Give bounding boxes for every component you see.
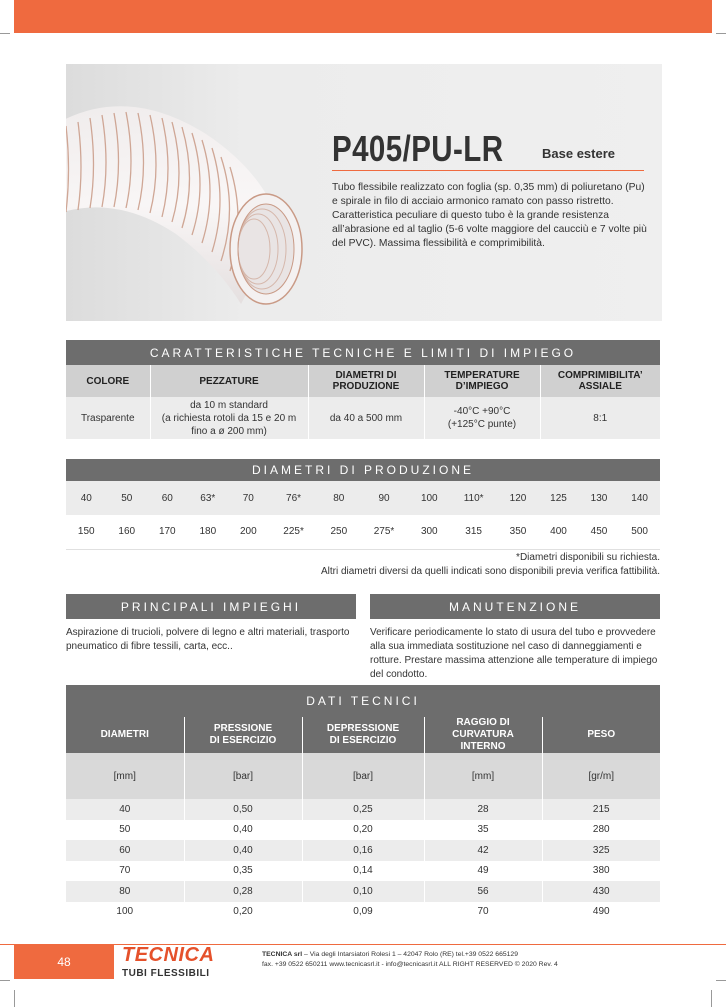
dati-table: [66, 717, 660, 922]
specs-table: [66, 365, 660, 439]
diametro-cell: 150: [66, 515, 107, 549]
diametro-cell: 300: [409, 515, 450, 549]
product-description: Tubo flessibile realizzato con foglia (sp. 0,35 mm) di poliuretano (Pu) e spirale in filo di acciaio armonico ramato con passo ristretto. Caratteristica peculiare di questo tubo è la grande resistenza all’abrasione ed al taglio (5-6 volte maggiore del caucciù e 7 volte più del PVC). Massima flessibilità e comprimibilità.: [332, 182, 647, 249]
dati-cell: 325: [542, 840, 660, 861]
dati-cell: 49: [424, 861, 542, 882]
diametro-cell: 40: [66, 481, 107, 515]
specs-header-cell: PEZZATURE: [150, 365, 308, 397]
dati-row: [66, 881, 660, 902]
dati-header-cell: [542, 717, 660, 753]
dati-cell: 0,40: [184, 820, 302, 841]
diametro-cell: 130: [579, 481, 620, 515]
dati-cell: 70: [424, 902, 542, 923]
dati-cell: 0,09: [302, 902, 424, 923]
diametro-cell: 170: [147, 515, 188, 549]
diametri-section-title: DIAMETRI DI PRODUZIONE: [66, 459, 660, 481]
logo-wordmark: TECNICA: [122, 944, 215, 966]
hose-product-image: [66, 64, 316, 321]
dati-row: [66, 820, 660, 841]
diametro-cell: 110*: [450, 481, 498, 515]
specs-section-title: CARATTERISTICHE TECNICHE E LIMITI DI IMPIEGO: [66, 340, 660, 365]
specs-pezzature-line: (a richiesta rotoli da 15 e 20 m: [161, 412, 297, 424]
diametro-cell: 63*: [188, 481, 229, 515]
dati-header-line: RAGGIO DI CURVATURA: [452, 717, 514, 740]
dati-cell: 215: [542, 799, 660, 820]
diametro-cell: 125: [538, 481, 579, 515]
dati-cell: 0,10: [302, 881, 424, 902]
dati-cell: 28: [424, 799, 542, 820]
dati-cell: 0,40: [184, 840, 302, 861]
diametro-cell: 50: [107, 481, 148, 515]
dati-header-line: DIAMETRI: [100, 729, 149, 740]
dati-header-cell: [424, 717, 542, 753]
diametri-note-other: Altri diametri diversi da quelli indicati sono disponibili previa verifica fattibilità.: [320, 566, 660, 577]
dati-cell: 0,50: [184, 799, 302, 820]
impieghi-section-title: PRINCIPALI IMPIEGHI: [66, 594, 356, 619]
diametro-cell: 70: [228, 481, 269, 515]
dati-cell: 56: [424, 881, 542, 902]
dati-cell: 42: [424, 840, 542, 861]
specs-pezzature-line: fino a ø 200 mm): [191, 425, 267, 437]
manutenzione-section-title: MANUTENZIONE: [370, 594, 660, 619]
product-subtitle: Base estere: [542, 146, 615, 161]
specs-temperature: [424, 397, 540, 439]
product-code: P405/PU-LR: [332, 128, 504, 169]
specs-pezzature-line: da 10 m standard: [190, 399, 268, 411]
specs-header-cell: COMPRIMIBILITA’ ASSIALE: [540, 365, 660, 397]
dati-unit-cell: [bar]: [184, 753, 302, 799]
crop-mark: [14, 990, 15, 1007]
dati-cell: 60: [66, 840, 184, 861]
diametro-cell: 450: [579, 515, 620, 549]
specs-temperature-line: -40°C +90°C: [453, 406, 511, 417]
diametro-cell: 76*: [269, 481, 319, 515]
crop-mark: [711, 990, 712, 1007]
dati-cell: 35: [424, 820, 542, 841]
dati-cell: 70: [66, 861, 184, 882]
crop-mark: [716, 33, 726, 34]
specs-temperature-line: (+125°C punte): [447, 419, 517, 430]
dati-cell: 0,20: [184, 902, 302, 923]
diametro-cell: 500: [619, 515, 660, 549]
dati-row: [66, 861, 660, 882]
header-accent-bar: [14, 0, 712, 33]
dati-cell: 280: [542, 820, 660, 841]
diametro-cell: 250: [319, 515, 360, 549]
footer-contact: [262, 950, 558, 970]
dati-cell: 0,20: [302, 820, 424, 841]
footer-line-1: [262, 950, 558, 960]
title-underline: [332, 170, 644, 171]
specs-pezzature: [150, 397, 308, 439]
crop-mark: [716, 980, 726, 981]
dati-header-line: DI ESERCIZIO: [329, 735, 397, 746]
dati-header-line: INTERNO: [460, 741, 506, 752]
diametro-cell: 140: [619, 481, 660, 515]
dati-header-cell: [184, 717, 302, 753]
specs-comprimibilita: 8:1: [540, 397, 660, 439]
diametro-cell: 60: [147, 481, 188, 515]
dati-unit-cell: [mm]: [424, 753, 542, 799]
tecnica-logo: [122, 944, 230, 979]
dati-cell: 380: [542, 861, 660, 882]
dati-cell: 430: [542, 881, 660, 902]
diametri-table: [66, 481, 660, 550]
diametro-cell: 225*: [269, 515, 319, 549]
diametro-cell: 100: [409, 481, 450, 515]
dati-header-cell: [66, 717, 184, 753]
dati-header-line: DI ESERCIZIO: [209, 735, 277, 746]
manutenzione-text: Verificare periodicamente lo stato di usura del tubo e provvedere alla sua immediata sostituzione nel caso di danneggiamenti e rotture. Prestare massima attenzione alle temperature di impiego del condotto.: [370, 627, 658, 680]
product-title-block: [332, 128, 644, 170]
dati-header-line: DEPRESSIONE: [326, 723, 400, 734]
crop-mark: [0, 980, 10, 981]
dati-unit-cell: [bar]: [302, 753, 424, 799]
dati-section-title: DATI TECNICI: [66, 685, 660, 717]
dati-unit-cell: [mm]: [66, 753, 184, 799]
dati-cell: 0,25: [302, 799, 424, 820]
footer-line-2: fax. +39 0522 650211 www.tecnicasrl.it - info@tecnicasrl.it ALL RIGHT RESERVED © 2020 Rev. 4: [262, 961, 558, 968]
crop-mark: [0, 33, 10, 34]
dati-cell: 0,35: [184, 861, 302, 882]
dati-header-line: PRESSIONE: [213, 723, 273, 734]
specs-header-cell: COLORE: [66, 365, 150, 397]
specs-header-cell: DIAMETRI DI PRODUZIONE: [308, 365, 424, 397]
dati-cell: 0,14: [302, 861, 424, 882]
diametro-cell: 180: [188, 515, 229, 549]
diametro-cell: 90: [359, 481, 409, 515]
diametro-cell: 315: [450, 515, 498, 549]
dati-cell: 490: [542, 902, 660, 923]
diametro-cell: 160: [107, 515, 148, 549]
dati-header-line: PESO: [587, 729, 616, 740]
dati-cell: 80: [66, 881, 184, 902]
specs-diametri: da 40 a 500 mm: [308, 397, 424, 439]
diametro-cell: 350: [498, 515, 539, 549]
dati-row: [66, 840, 660, 861]
dati-unit-cell: [gr/m]: [542, 753, 660, 799]
diametro-cell: 275*: [359, 515, 409, 549]
dati-cell: 0,28: [184, 881, 302, 902]
dati-cell: 0,16: [302, 840, 424, 861]
dati-cell: 100: [66, 902, 184, 923]
footer-address: – Via degli Intarsiatori Rolesi 1 – 42047 Rolo (RE) tel.+39 0522 665129: [302, 951, 518, 958]
specs-colore: Trasparente: [66, 397, 150, 439]
page-number: 48: [14, 944, 114, 979]
footer-company: TECNICA srl: [262, 951, 303, 958]
diametro-cell: 400: [538, 515, 579, 549]
diametro-cell: 200: [228, 515, 269, 549]
dati-row: [66, 799, 660, 820]
dati-row: [66, 902, 660, 923]
specs-header-cell: TEMPERATURE D’IMPIEGO: [424, 365, 540, 397]
diametro-cell: 80: [319, 481, 360, 515]
logo-tagline: TUBI FLESSIBILI: [122, 968, 210, 979]
impieghi-text: Aspirazione di trucioli, polvere di legno e altri materiali, trasporto pneumatico di fibre tessili, carta, ecc..: [66, 627, 350, 652]
dati-header-cell: [302, 717, 424, 753]
diametro-cell: 120: [498, 481, 539, 515]
dati-cell: 50: [66, 820, 184, 841]
dati-cell: 40: [66, 799, 184, 820]
diametri-note-request: *Diametri disponibili su richiesta.: [516, 552, 660, 563]
